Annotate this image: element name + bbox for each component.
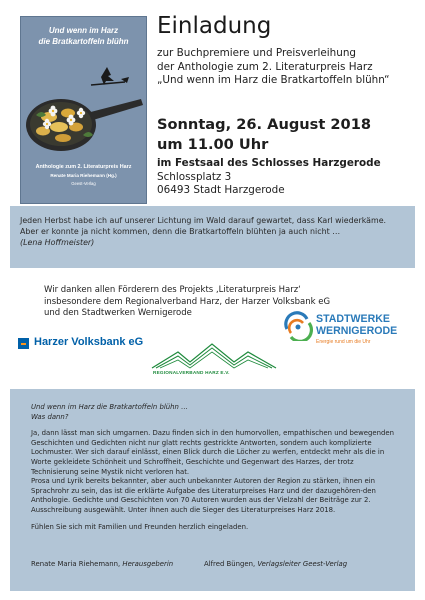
venue-name: im Festsaal des Schlosses Harzgerode	[157, 157, 381, 169]
cover-publisher: Geest-Verlag	[71, 181, 96, 186]
page-title: Einladung	[157, 13, 272, 39]
thanks-line: insbesondere dem Regionalverband Harz, der Harzer Volksbank eG	[44, 296, 331, 307]
paragraph-line: Technisierung seine Mystik nicht verloren hat.	[31, 467, 190, 476]
signature-publisher	[204, 560, 347, 570]
signature-publisher-name: Alfred Büngen,	[204, 560, 256, 568]
stadtwerke-swirl-icon	[283, 311, 313, 341]
quote-line: Jeden Herbst habe ich auf unserer Lichtung im Wald darauf gewartet, dass Karl wiederkäme.	[20, 216, 387, 225]
quote-box	[10, 206, 415, 268]
stadtwerke-name	[316, 314, 397, 337]
intro-line: „Und wenn im Harz die Bratkartoffeln blühn“	[157, 74, 390, 86]
signature-editor-role: Herausgeberin	[122, 560, 174, 568]
paragraph-line: Worte gekleidete Schönheit und Schroffheit, Geschichte und Gegenwart des Harzes, der trotz	[31, 457, 354, 466]
event-date: Sonntag, 26. August 2018	[157, 116, 372, 133]
frying-pan-illustration	[21, 55, 146, 161]
signature-editor	[31, 560, 173, 570]
intro-line: zur Buchpremiere und Preisverleihung	[157, 47, 357, 59]
closing-line: Fühlen Sie sich mit Familien und Freunden herzlich eingeladen.	[31, 522, 249, 531]
cover-title-line2: die Bratkartoffeln blühn	[38, 37, 129, 46]
quote-line: Aber er konnte ja nicht kommen, denn die Bratkartoffeln blühten ja auch nicht …	[20, 227, 341, 236]
description-heading: Und wenn im Harz die Bratkartoffeln blühn …	[31, 403, 188, 411]
book-cover	[20, 16, 147, 204]
paragraph-line: Sprachrohr zu sein, das ist die erklärte Aufgabe des Literaturpreises Harz und der dazugehören-den	[31, 486, 376, 495]
regionalverband-mountains-icon	[150, 342, 280, 370]
venue-street: Schlossplatz 3	[157, 170, 232, 183]
venue-city: 06493 Stadt Harzgerode	[157, 184, 285, 196]
description-box	[10, 389, 415, 591]
volksbank-mark-icon	[18, 338, 29, 349]
paragraph-line: Anthologie. Gedichte und Geschichten von 70 Autoren wurden aus der Vielzahl der Beiträge zur 2.	[31, 496, 371, 505]
stadtwerke-line2: WERNIGERODE	[316, 324, 398, 337]
description-subheading: Was dann?	[31, 412, 69, 421]
quote-author: (Lena Hoffmeister)	[20, 238, 95, 247]
event-time: um 11.00 Uhr	[157, 136, 269, 153]
intro-text	[157, 47, 389, 88]
paragraph-line: Prosa und Lyrik bereits bekannter, aber auch unbekannter Autoren der Region zu stärken, ihnen ein	[31, 477, 376, 486]
cover-editor: Renate Maria Riehemann (Hg.)	[50, 173, 117, 178]
stadtwerke-tagline: Energie rund um die Uhr	[316, 339, 371, 345]
signature-publisher-role: Verlagsleiter Geest-Verlag	[257, 560, 348, 568]
paragraph-line: Ja, dann lässt man sich umgarnen. Dazu finden sich in den humorvollen, empathischen und bewegenden	[31, 429, 394, 438]
paragraph-line: Geschichten und Gedichten nicht nur glatt rechts gestrickte Antworten, sondern auch komplizierte	[31, 438, 372, 447]
cover-subtitle: Anthologie zum 2. Literaturpreis Harz	[35, 164, 132, 170]
thanks-line: Wir danken allen Förderern des Projekts ‚Literaturpreis Harz‘	[44, 285, 301, 295]
regionalverband-logo	[150, 342, 280, 374]
volksbank-name: Harzer Volksbank eG	[34, 336, 144, 348]
stadtwerke-line1: STADTWERKE	[316, 313, 390, 325]
signature-editor-name: Renate Maria Riehemann,	[31, 560, 121, 568]
paragraph-line: Ausschreibung ausgewählt. Unter ihnen auch die Sieger des Literaturpreises Harz 2018.	[31, 505, 336, 514]
intro-line: der Anthologie zum 2. Literaturpreis Harz	[157, 60, 373, 73]
cover-title	[21, 25, 146, 47]
cover-subtitle-block	[21, 163, 146, 187]
cover-title-line1: Und wenn im Harz	[48, 26, 119, 35]
stadtwerke-logo	[283, 311, 418, 356]
event-venue	[157, 157, 381, 198]
thanks-line: und den Stadtwerken Wernigerode	[44, 308, 192, 318]
paragraph-line: Lochmuster. Wer sich darauf einlässt, einen Blick durch die Löcher zu werfen, entdeckt mehr als die in	[31, 448, 385, 457]
regionalverband-name: REGIONALVERBAND HARZ E.V.	[153, 370, 230, 375]
